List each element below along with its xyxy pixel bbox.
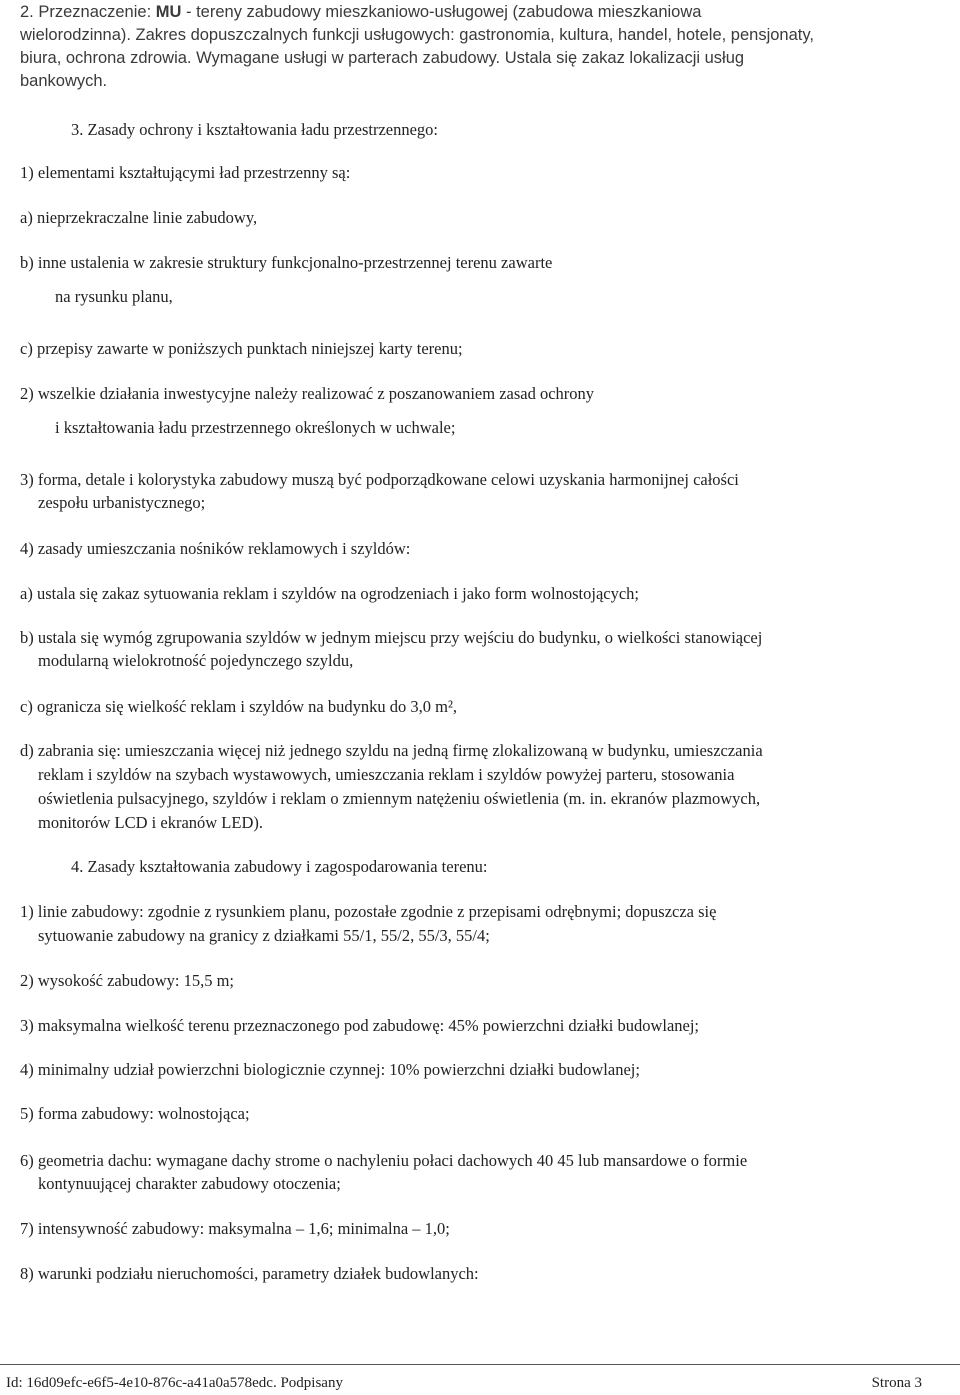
s3-item-4d-line-3: oświetlenia pulsacyjnego, szyldów i reklam o zmiennym natężeniu oświetlenia (m. in. ekranów plazmowych,: [38, 789, 761, 808]
page-number: Strona 3: [871, 1375, 922, 1391]
purpose-line-2: wielorodzinna). Zakres dopuszczalnych funkcji usługowych: gastronomia, kultura, handel, hotele, pensjonaty,: [20, 26, 814, 44]
s3-item-4c: c) ogranicza się wielkość reklam i szyldów na budynku do 3,0 m²,: [20, 697, 458, 716]
s4-item-4: 4) minimalny udział powierzchni biologicznie czynnej: 10% powierzchni działki budowlanej;: [20, 1060, 640, 1079]
document-id: Id: 16d09efc-e6f5-4e10-876c-a41a0a578edc. Podpisany: [6, 1375, 343, 1391]
s3-item-4d-line-4: monitorów LCD i ekranów LED).: [38, 813, 263, 832]
s4-item-2: 2) wysokość zabudowy: 15,5 m;: [20, 971, 235, 990]
s4-item-3: 3) maksymalna wielkość terenu przeznaczonego pod zabudowę: 45% powierzchni działki budowlanej;: [20, 1016, 700, 1035]
purpose-description: - tereny zabudowy mieszkaniowo-usługowej (zabudowa mieszkaniowa: [186, 3, 702, 21]
s4-item-6-line-2: kontynuującej charakter zabudowy otoczenia;: [38, 1174, 341, 1193]
s3-item-2-line-1: 2) wszelkie działania inwestycyjne należy realizować z poszanowaniem zasad ochrony: [20, 384, 595, 403]
s3-item-4d-line-1: d) zabrania się: umieszczania więcej niż jednego szyldu na jedną firmę zlokalizowaną w budynku, umieszczania: [20, 741, 763, 760]
s4-item-8: 8) warunki podziału nieruchomości, parametry działek budowlanych:: [20, 1264, 479, 1283]
s3-item-2-line-2: i kształtowania ładu przestrzennego określonych w uchwale;: [55, 418, 456, 437]
purpose-line-3: biura, ochrona zdrowia. Wymagane usługi w parterach zabudowy. Ustala się zakaz lokalizacji usług: [20, 49, 745, 67]
s3-item-4a: a) ustala się zakaz sytuowania reklam i szyldów na ogrodzeniach i jako form wolnostojących;: [20, 584, 639, 603]
zone-symbol: MU: [155, 3, 182, 21]
s3-item-4d-line-2: reklam i szyldów na szybach wystawowych, umieszczania reklam i szyldów powyżej parteru, stosowania: [38, 765, 735, 784]
s3-item-1: 1) elementami kształtującymi ład przestrzenny są:: [20, 163, 351, 182]
purpose-line-4: bankowych.: [20, 72, 108, 90]
s3-item-4: 4) zasady umieszczania nośników reklamowych i szyldów:: [20, 539, 411, 558]
s3-item-1c: c) przepisy zawarte w poniższych punktach niniejszej karty terenu;: [20, 339, 463, 358]
s3-item-3-line-2: zespołu urbanistycznego;: [38, 493, 206, 512]
s3-item-1b-line-2: na rysunku planu,: [55, 287, 173, 306]
s3-item-3-line-1: 3) forma, detale i kolorystyka zabudowy muszą być podporządkowane celowi uzyskania harmonijnej całości: [20, 470, 739, 489]
section-4-heading: 4. Zasady kształtowania zabudowy i zagospodarowania terenu:: [71, 857, 488, 876]
footer-divider: [0, 1364, 960, 1365]
s3-item-4b-line-2: modularną wielokrotność pojedynczego szyldu,: [38, 651, 354, 670]
s4-item-1-line-2: sytuowanie zabudowy na granicy z działkami 55/1, 55/2, 55/3, 55/4;: [38, 926, 490, 945]
s3-item-1b-line-1: b) inne ustalenia w zakresie struktury funkcjonalno-przestrzennej terenu zawarte: [20, 253, 553, 272]
s4-item-6-line-1: 6) geometria dachu: wymagane dachy strome o nachyleniu połaci dachowych 40 45 lub mansardowe o formie: [20, 1151, 748, 1170]
s4-item-7: 7) intensywność zabudowy: maksymalna – 1,6; minimalna – 1,0;: [20, 1219, 450, 1238]
section-3-heading: 3. Zasady ochrony i kształtowania ładu przestrzennego:: [71, 120, 438, 139]
purpose-label: 2. Przeznaczenie:: [20, 3, 152, 21]
s3-item-4b-line-1: b) ustala się wymóg zgrupowania szyldów w jednym miejscu przy wejściu do budynku, o wielkości stanowiącej: [20, 628, 763, 647]
s4-item-1-line-1: 1) linie zabudowy: zgodnie z rysunkiem planu, pozostałe zgodnie z przepisami odrębnymi; dopuszcza się: [20, 902, 717, 921]
s4-item-5: 5) forma zabudowy: wolnostojąca;: [20, 1104, 250, 1123]
purpose-line-1: [20, 2, 701, 22]
s3-item-1a: a) nieprzekraczalne linie zabudowy,: [20, 208, 258, 227]
